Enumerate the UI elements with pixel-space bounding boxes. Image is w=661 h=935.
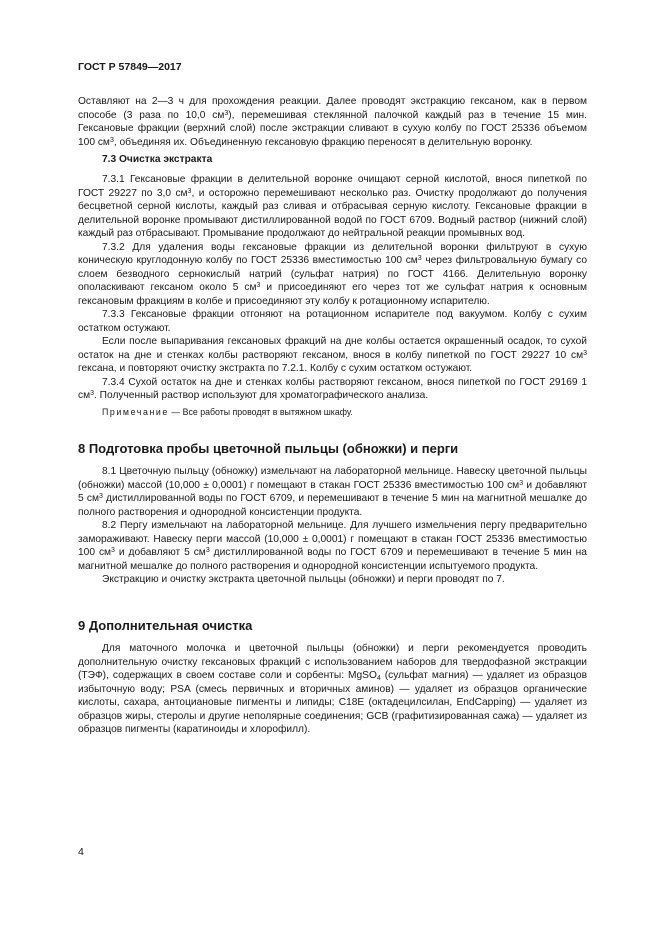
section-8-heading: 8 Подготовка пробы цветочной пыльцы (обножки) и перги [78,441,459,456]
note-text: — Все работы проводят в вытяжном шкафу. [168,407,353,417]
section-9-body [78,642,587,737]
section-7-3-body [78,173,587,403]
section-9-heading: 9 Дополнительная очистка [78,618,253,633]
paragraph-residue: Если после выпаривания гексановых фракций на дне колбы остается окрашенный осадок, то сухой остаток на дне и стенках колбы растворяют гексаном, внося в колбу пипеткой по ГОСТ 29227 10 $см^3$ гексана, и повторяют очистку экстракта по 7.2.1. Колбу с сухим остатком остужают. [78,336,587,374]
paragraph-extraction: Экстракцию и очистку экстракта цветочной пыльцы (обножки) и перги проводят по 7. [102,574,505,585]
section-8-body [78,465,587,587]
paragraph-7-3-3: 7.3.3 Гексановые фракции отгоняют на ротационном испарителе под вакуумом. Колбу с сухим остатком остужают. [78,309,587,334]
paragraph-8-2: 8.2 Пергу измельчают на лабораторной мельнице. Для лучшего измельчения пергу предварительно замораживают. Навеску перги массой (10,000 ± 0,0001) г помещают в стакан ГОСТ 25336 вместимостью 100 $см^3$ и добавляют 5 $см^3$ дистиллированной воды по ГОСТ 6709 и перемешивают в течение 5 мин на магнитной мешалке до полного растворения и однородной консистенции испытуемого продукта. [78,520,587,572]
note-label: Примечание [102,407,169,417]
paragraph-9-main: Для маточного молочка и цветочной пыльцы (обножки) и перги рекомендуется проводить дополнительную очистку гексановых фракций с использованием наборов для твердофазной экстракции (ТЭФ), содержащих в своем составе соли и сорбенты: MgSO$_4$ (сульфат магния) — удаляет из образцов избыточную воду; PSA (смесь первичных и вторичных аминов) — удаляет из образцов органические кислоты, сахара, антоциановые пигменты и липиды; C18E (октадецилсилан, EndCapping) — удаляет из образцов жиры, стеролы и другие неполярные соединения; GCB (графитизированная сажа) — удаляет из образцов пигменты (каратиноиды и хлорофилл). [78,643,587,735]
section-7-3-heading: 7.3 Очистка экстракта [102,154,213,165]
standard-code-header: ГОСТ Р 57849—2017 [78,61,182,73]
intro-paragraph: Оставляют на 2—3 ч для прохождения реакции. Далее проводят экстракцию гексаном, как в первом способе (3 раза по 10,0 $см^3$), перемешивая стеклянной палочкой каждый раз в течение 15 мин. Гексановые фракции (верхний слой) после экстракции сливают в сухую колбу по ГОСТ 25336 объемом 100 $см^3$, объединяя их. Объединенную гексановую фракцию переносят в делительную воронку. [78,96,587,148]
paragraph-7-3-2: 7.3.2 Для удаления воды гексановые фракции из делительной воронки фильтруют в сухую коническую круглодонную колбу по ГОСТ 25336 вместимостью 100 $см^3$ через фильтровальную бумагу со слоем безводного сернокислый натрий (сульфат натрия) по ГОСТ 4166. Делительную воронку ополаскивают гексаном около 5 $см^3$ и присоединяют его через тот же сульфат натрия к основным гексановым фракциям в колбе и присоединяют эту колбу к ротационному испарителю. [78,241,587,307]
paragraph-7-3-1: 7.3.1 Гексановые фракции в делительной воронке очищают серной кислотой, внося пипеткой по ГОСТ 29227 по 3,0 $см^3$, и осторожно перемешивают несколько раз. Очистку продолжают до получения бесцветной серной кислоты, каждый раз сливая и отбрасывая серную кислоту. Гексановые фракции в делительной воронке промывают дистиллированной водой по ГОСТ 6709. Водный раствор (нижний слой) каждый раз отбрасывают. Промывание продолжают до нейтральной реакции промывных вод. [78,174,587,239]
paragraph-7-3-4: 7.3.4 Сухой остаток на дне и стенках колбы растворяют гексаном, внося пипеткой по ГОСТ 29169 1 $см^3$. Полученный раствор используют для хроматографического анализа. [78,376,587,401]
intro-paragraph-block [78,95,587,149]
note [102,407,353,417]
paragraph-8-1: 8.1 Цветочную пыльцу (обножку) измельчают на лабораторной мельнице. Навеску цветочной пыльцы (обножки) массой (10,000 ± 0,0001) г помещают в стакан ГОСТ 25336 вместимостью 100 $см^3$ и добавляют 5 $см^3$ дистиллированной воды по ГОСТ 6709, и перемешивают в течение 5 мин на магнитной мешалке до полного растворения и однородной консистенции продукта. [78,466,587,518]
page-number: 4 [78,846,84,858]
